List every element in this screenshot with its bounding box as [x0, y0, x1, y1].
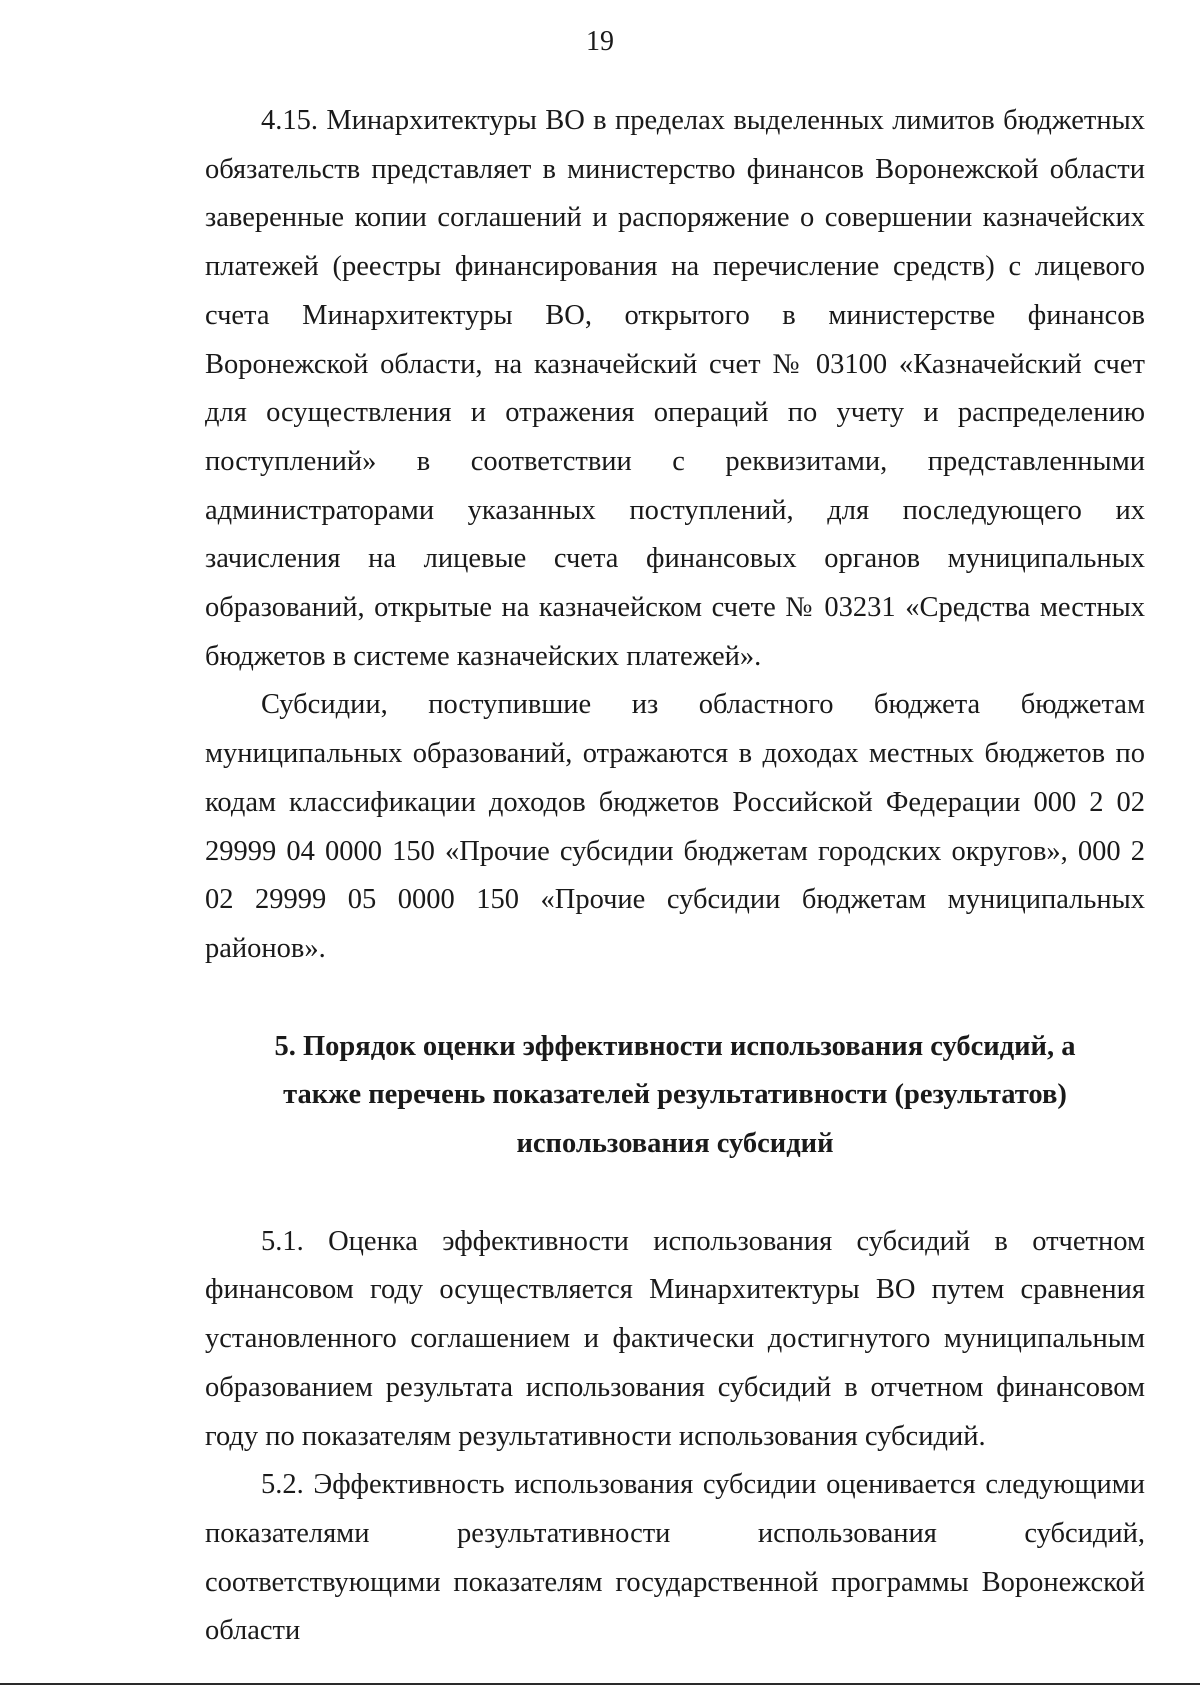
paragraph-subsidies-income: Субсидии, поступившие из областного бюджета бюджетам муниципальных образований, отражаются в доходах местных бюджетов по кодам классификации доходов бюджетов Российской Федерации 000 2 02 29999 04 0000 150 «Прочие субсидии бюджетам городских округов», 000 2 02 29999 05 0000 150 «Прочие субсидии бюджетам муниципальных районов». [205, 689, 1145, 964]
section-heading-line-2: также перечень показателей результативности (результатов) [283, 1079, 1067, 1111]
document-body [205, 97, 1145, 1656]
section-heading-line-1: 5. Порядок оценки эффективности использования субсидий, а [274, 1030, 1076, 1062]
spacer [205, 1169, 1145, 1218]
section-heading-line-3: использования субсидий [516, 1128, 834, 1160]
paragraph-5-1: 5.1. Оценка эффективности использования субсидий в отчетном финансовом году осуществляется Минархитектуры ВО путем сравнения установленного соглашением и фактически достигнутого муниципальным образованием результата использования субсидий в отчетном финансовом году по показателям результативности использования субсидий. [205, 1225, 1145, 1452]
page-number: 19 [586, 26, 614, 57]
spacer [205, 974, 1145, 1023]
paragraph-5-2: 5.2. Эффективность использования субсидии оценивается следующими показателями результативности использования субсидий, соответствующими показателям государственной программы Воронежской области [205, 1469, 1145, 1647]
paragraph-4-15: 4.15. Минархитектуры ВО в пределах выделенных лимитов бюджетных обязательств представляет в министерство финансов Воронежской области заверенные копии соглашений и распоряжение о совершении казначейских платежей (реестры финансирования на перечисление средств) с лицевого счета Минархитектуры ВО, открытого в министерстве финансов Воронежской области, на казначейский счет № 03100 «Казначейский счет для осуществления и отражения операций по учету и распределению поступлений» в соответствии с реквизитами, представленными администраторами указанных поступлений, для последующего их зачисления на лицевые счета финансовых органов муниципальных образований, открытые на казначейском счете № 03231 «Средства местных бюджетов в системе казначейских платежей». [205, 105, 1145, 672]
bottom-divider [0, 1683, 1200, 1685]
section-heading [205, 1023, 1145, 1169]
